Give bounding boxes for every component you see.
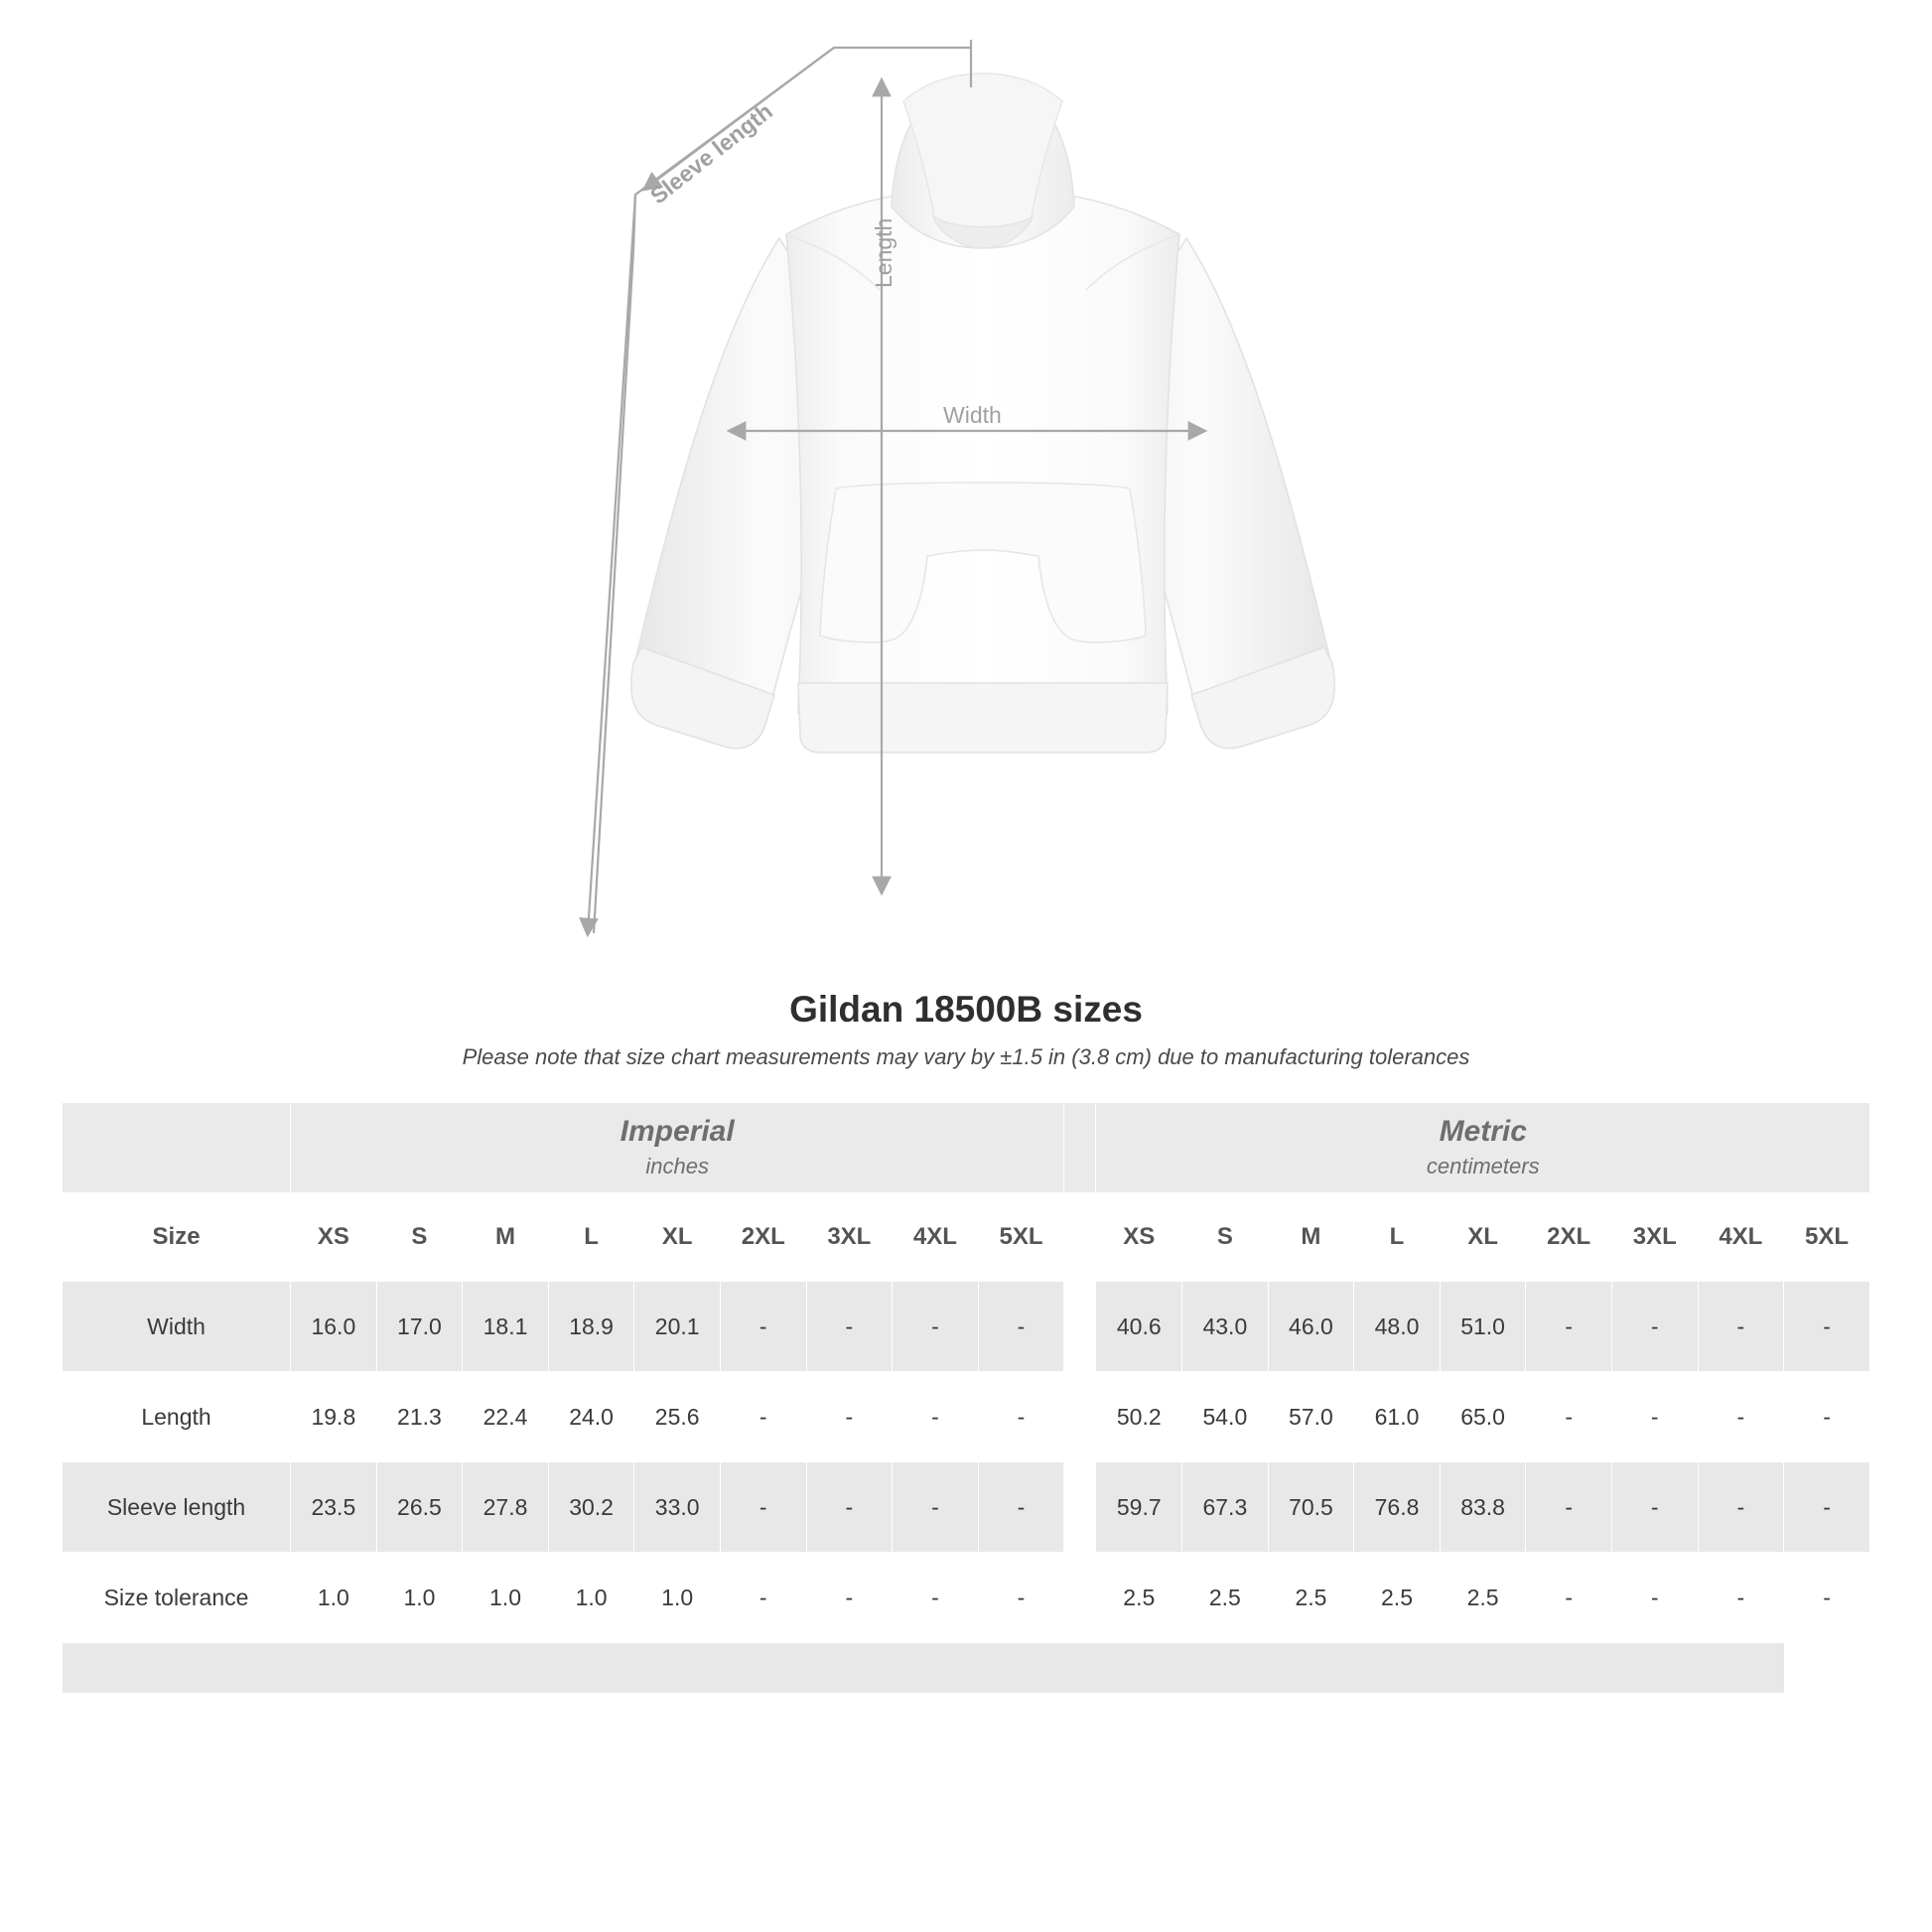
cell-length-metric-5xl: - xyxy=(1784,1372,1870,1462)
cell-sleeve-imperial-5xl: - xyxy=(978,1462,1064,1553)
column-header-metric-2xl: 2XL xyxy=(1526,1193,1612,1282)
cell-tolerance-metric-2xl: - xyxy=(1526,1553,1612,1643)
cell-sleeve-metric-5xl: - xyxy=(1784,1462,1870,1553)
cell-tolerance-imperial-xl: 1.0 xyxy=(634,1553,721,1643)
column-header-metric-xl: XL xyxy=(1440,1193,1526,1282)
cell-tolerance-imperial-s: 1.0 xyxy=(376,1553,463,1643)
column-header-size: Size xyxy=(63,1193,291,1282)
cell-tolerance-metric-l: 2.5 xyxy=(1354,1553,1441,1643)
column-header-metric-xs: XS xyxy=(1096,1193,1182,1282)
cell-width-imperial-xl: 20.1 xyxy=(634,1282,721,1372)
size-chart-table xyxy=(62,1102,1870,1693)
cell-tolerance-imperial-5xl: - xyxy=(978,1553,1064,1643)
table-row xyxy=(63,1282,1870,1372)
row-label-sleeve-length: Sleeve length xyxy=(63,1462,291,1553)
cell-sleeve-metric-m: 70.5 xyxy=(1268,1462,1354,1553)
length-dimension-label: Length xyxy=(871,217,897,288)
column-header-imperial-xs: XS xyxy=(291,1193,377,1282)
page-title: Gildan 18500B sizes xyxy=(789,989,1143,1030)
cell-length-imperial-l: 24.0 xyxy=(548,1372,634,1462)
cell-length-metric-2xl: - xyxy=(1526,1372,1612,1462)
size-table-area xyxy=(0,1102,1932,1693)
unit-header-imperial xyxy=(291,1103,1064,1193)
cell-sleeve-metric-l: 76.8 xyxy=(1354,1462,1441,1553)
width-dimension-label: Width xyxy=(943,402,1002,428)
unit-header-spacer xyxy=(63,1103,291,1193)
cell-length-imperial-2xl: - xyxy=(720,1372,806,1462)
cell-sleeve-imperial-4xl: - xyxy=(893,1462,979,1553)
cell-length-metric-l: 61.0 xyxy=(1354,1372,1441,1462)
cell-sleeve-metric-3xl: - xyxy=(1611,1462,1698,1553)
cell-width-imperial-4xl: - xyxy=(893,1282,979,1372)
cell-length-metric-4xl: - xyxy=(1698,1372,1784,1462)
cell-length-imperial-s: 21.3 xyxy=(376,1372,463,1462)
cell-sleeve-imperial-xl: 33.0 xyxy=(634,1462,721,1553)
unit-header-gap xyxy=(1064,1103,1096,1193)
cell-tolerance-imperial-3xl: - xyxy=(806,1553,893,1643)
cell-width-imperial-s: 17.0 xyxy=(376,1282,463,1372)
cell-sleeve-metric-4xl: - xyxy=(1698,1462,1784,1553)
unit-header-metric xyxy=(1096,1103,1870,1193)
cell-length-imperial-4xl: - xyxy=(893,1372,979,1462)
cell-width-imperial-m: 18.1 xyxy=(463,1282,549,1372)
column-header-imperial-2xl: 2XL xyxy=(720,1193,806,1282)
cell-tolerance-metric-s: 2.5 xyxy=(1182,1553,1269,1643)
column-gap xyxy=(1064,1193,1096,1282)
cell-length-metric-xl: 65.0 xyxy=(1440,1372,1526,1462)
column-header-metric-s: S xyxy=(1182,1193,1269,1282)
column-gap xyxy=(1064,1553,1096,1643)
cell-tolerance-metric-5xl: - xyxy=(1784,1553,1870,1643)
cell-tolerance-metric-xs: 2.5 xyxy=(1096,1553,1182,1643)
cell-tolerance-metric-3xl: - xyxy=(1611,1553,1698,1643)
table-row xyxy=(63,1553,1870,1643)
cell-tolerance-imperial-xs: 1.0 xyxy=(291,1553,377,1643)
tolerance-note: Please note that size chart measurements may vary by ±1.5 in (3.8 cm) due to manufacturing tolerances xyxy=(462,1044,1470,1069)
column-header-imperial-3xl: 3XL xyxy=(806,1193,893,1282)
cell-width-imperial-xs: 16.0 xyxy=(291,1282,377,1372)
unit-name-metric: Metric xyxy=(1439,1114,1527,1148)
column-header-imperial-l: L xyxy=(548,1193,634,1282)
column-header-metric-m: M xyxy=(1268,1193,1354,1282)
cell-sleeve-imperial-l: 30.2 xyxy=(548,1462,634,1553)
row-label-length: Length xyxy=(63,1372,291,1462)
table-header-row xyxy=(63,1193,1870,1282)
cell-tolerance-imperial-2xl: - xyxy=(720,1553,806,1643)
unit-sub-metric: centimeters xyxy=(1426,1154,1540,1179)
column-header-imperial-m: M xyxy=(463,1193,549,1282)
cell-tolerance-metric-4xl: - xyxy=(1698,1553,1784,1643)
column-header-metric-5xl: 5XL xyxy=(1784,1193,1870,1282)
cell-length-imperial-5xl: - xyxy=(978,1372,1064,1462)
cell-sleeve-imperial-s: 26.5 xyxy=(376,1462,463,1553)
column-gap xyxy=(1064,1282,1096,1372)
column-header-metric-4xl: 4XL xyxy=(1698,1193,1784,1282)
cell-length-imperial-3xl: - xyxy=(806,1372,893,1462)
cell-tolerance-imperial-l: 1.0 xyxy=(548,1553,634,1643)
cell-width-metric-4xl: - xyxy=(1698,1282,1784,1372)
column-header-imperial-xl: XL xyxy=(634,1193,721,1282)
cell-tolerance-imperial-4xl: - xyxy=(893,1553,979,1643)
unit-sub-imperial: inches xyxy=(645,1154,709,1179)
column-header-metric-3xl: 3XL xyxy=(1611,1193,1698,1282)
cell-tolerance-imperial-m: 1.0 xyxy=(463,1553,549,1643)
cell-width-metric-3xl: - xyxy=(1611,1282,1698,1372)
column-header-imperial-4xl: 4XL xyxy=(893,1193,979,1282)
column-gap xyxy=(1064,1462,1096,1553)
cell-length-metric-xs: 50.2 xyxy=(1096,1372,1182,1462)
cell-width-metric-l: 48.0 xyxy=(1354,1282,1441,1372)
cell-width-metric-s: 43.0 xyxy=(1182,1282,1269,1372)
cell-sleeve-metric-xl: 83.8 xyxy=(1440,1462,1526,1553)
unit-header-row xyxy=(63,1103,1870,1193)
cell-sleeve-imperial-3xl: - xyxy=(806,1462,893,1553)
table-row xyxy=(63,1462,1870,1553)
cell-width-metric-xs: 40.6 xyxy=(1096,1282,1182,1372)
cell-length-imperial-xl: 25.6 xyxy=(634,1372,721,1462)
cell-width-metric-xl: 51.0 xyxy=(1440,1282,1526,1372)
cell-length-metric-m: 57.0 xyxy=(1268,1372,1354,1462)
cell-length-metric-s: 54.0 xyxy=(1182,1372,1269,1462)
row-label-size-tolerance: Size tolerance xyxy=(63,1553,291,1643)
cell-sleeve-imperial-2xl: - xyxy=(720,1462,806,1553)
cell-sleeve-metric-xs: 59.7 xyxy=(1096,1462,1182,1553)
cell-width-metric-m: 46.0 xyxy=(1268,1282,1354,1372)
cell-width-metric-2xl: - xyxy=(1526,1282,1612,1372)
table-footer-spacer xyxy=(63,1643,1784,1694)
column-gap xyxy=(1064,1372,1096,1462)
cell-width-imperial-3xl: - xyxy=(806,1282,893,1372)
cell-sleeve-metric-s: 67.3 xyxy=(1182,1462,1269,1553)
sleeve-length-dimension-label: Sleeve length xyxy=(645,97,777,209)
unit-name-imperial: Imperial xyxy=(620,1114,735,1148)
column-header-metric-l: L xyxy=(1354,1193,1441,1282)
cell-tolerance-metric-xl: 2.5 xyxy=(1440,1553,1526,1643)
cell-length-imperial-m: 22.4 xyxy=(463,1372,549,1462)
cell-width-imperial-2xl: - xyxy=(720,1282,806,1372)
table-footer-row xyxy=(63,1643,1870,1694)
cell-length-imperial-xs: 19.8 xyxy=(291,1372,377,1462)
column-header-imperial-5xl: 5XL xyxy=(978,1193,1064,1282)
table-row xyxy=(63,1372,1870,1462)
cell-length-metric-3xl: - xyxy=(1611,1372,1698,1462)
row-label-width: Width xyxy=(63,1282,291,1372)
cell-tolerance-metric-m: 2.5 xyxy=(1268,1553,1354,1643)
cell-width-metric-5xl: - xyxy=(1784,1282,1870,1372)
cell-width-imperial-l: 18.9 xyxy=(548,1282,634,1372)
cell-sleeve-imperial-xs: 23.5 xyxy=(291,1462,377,1553)
cell-sleeve-imperial-m: 27.8 xyxy=(463,1462,549,1553)
cell-sleeve-metric-2xl: - xyxy=(1526,1462,1612,1553)
cell-width-imperial-5xl: - xyxy=(978,1282,1064,1372)
column-header-imperial-s: S xyxy=(376,1193,463,1282)
title-block xyxy=(0,989,1932,1070)
